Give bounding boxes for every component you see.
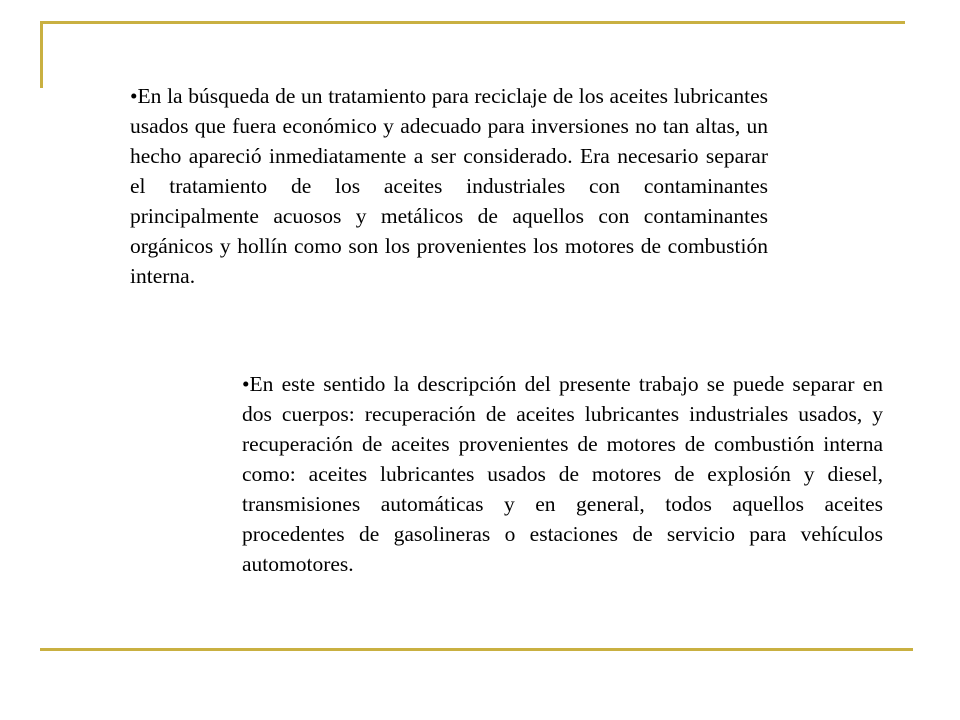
top-accent-rule [40, 21, 905, 24]
bottom-accent-rule [40, 648, 913, 651]
paragraph-work-description: •En este sentido la descripción del presente trabajo se puede separar en dos cuerpos: recuperación de aceites lubricantes industriales usados, y recuperación de aceites provenientes de motores de combustión interna como: aceites lubricantes usados de motores de explosión y diesel, transmisiones automáticas y en general, todos aquellos aceites procedentes de gasolineras o estaciones de servicio para vehículos automotores. [242, 372, 883, 576]
paragraph-recycling-treatment: •En la búsqueda de un tratamiento para reciclaje de los aceites lubricantes usados que fuera económico y adecuado para inversiones no tan altas, un hecho apareció inmediatamente a ser considerado. Era necesario separar el tratamiento de los aceites industriales con contaminantes principalmente acuosos y metálicos de aquellos con contaminantes orgánicos y hollín como son los provenientes los motores de combustión interna. [130, 84, 768, 288]
left-accent-rule [40, 21, 43, 88]
